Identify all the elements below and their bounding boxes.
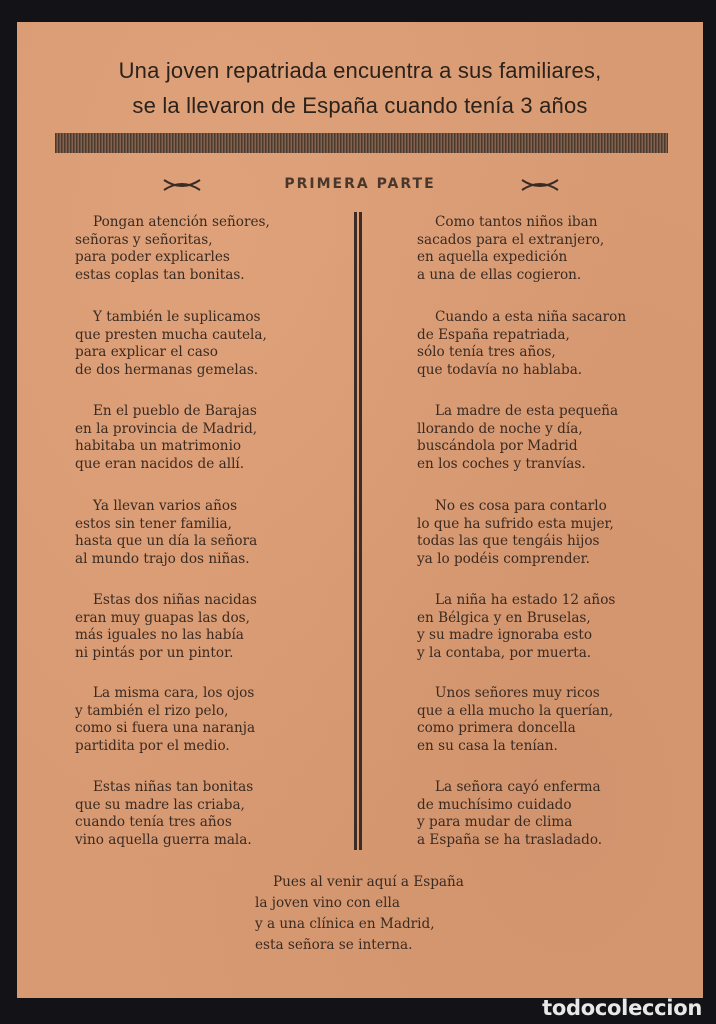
verse-line: ya lo podéis comprender.	[417, 550, 590, 567]
verse-line: Estas dos niñas nacidas	[93, 592, 257, 608]
verse-line: todas las que tengáis hijos	[417, 533, 600, 550]
title-line-2: se la llevaron de España cuando tenía 3 años	[132, 93, 588, 118]
verse-line: como si fuera una naranja	[75, 720, 256, 737]
stanza	[417, 685, 613, 755]
verse-line: esta señora se interna.	[255, 937, 413, 953]
verse-line: La señora cayó enferma	[435, 779, 601, 795]
verse-line: La niña ha estado 12 años	[435, 592, 616, 608]
verse-line: sólo tenía tres años,	[417, 344, 556, 361]
stanza	[417, 214, 604, 284]
verse-line: en aquella expedición	[417, 249, 568, 266]
verse-line: La madre de esta pequeña	[435, 403, 619, 419]
fish-ornament-icon	[520, 178, 560, 192]
verse-line: para explicar el caso	[75, 344, 218, 361]
verse-line: Estas niñas tan bonitas	[93, 779, 254, 795]
title-line-1: Una joven repatriada encuentra a sus familiares,	[118, 58, 602, 83]
verse-line: la joven vino con ella	[255, 895, 400, 911]
verse-line: ni pintás por un pintor.	[75, 644, 234, 661]
verse-line: Cuando a esta niña sacaron	[435, 309, 627, 325]
verse-line: y la contaba, por muerta.	[417, 644, 592, 661]
verse-line: No es cosa para contarlo	[435, 498, 607, 514]
verse-line: Pongan atención señores,	[93, 214, 270, 230]
verse-line: La misma cara, los ojos	[93, 685, 255, 701]
stanza	[75, 685, 255, 755]
verse-line: estas coplas tan bonitas.	[75, 266, 245, 283]
stanza	[417, 498, 614, 568]
column-divider	[354, 212, 362, 850]
verse-line: Pues al venir aquí a España	[273, 874, 464, 890]
verse-line: de muchísimo cuidado	[417, 796, 572, 813]
stanza	[75, 779, 253, 849]
verse-line: y también el rizo pelo,	[75, 702, 229, 719]
verse-line: que su madre las criaba,	[75, 796, 245, 813]
verse-line: al mundo trajo dos niñas.	[75, 550, 250, 567]
verse-line: hasta que un día la señora	[75, 533, 258, 550]
verse-line: y para mudar de clima	[417, 814, 573, 831]
verse-line: Como tantos niños iban	[435, 214, 598, 230]
song-sheet	[17, 22, 703, 998]
stanza	[75, 403, 257, 473]
stanza	[75, 214, 270, 284]
verse-line: En el pueblo de Barajas	[93, 403, 257, 419]
verse-line: y a una clínica en Madrid,	[255, 916, 435, 932]
stanza	[417, 779, 602, 849]
stanza	[75, 309, 267, 379]
verse-line: Y también le suplicamos	[93, 309, 261, 325]
verse-line: Ya llevan varios años	[93, 498, 238, 514]
verse-line: para poder explicarles	[75, 249, 230, 266]
watermark-logo: todocoleccion	[542, 996, 702, 1020]
verse-line: señoras y señoritas,	[75, 231, 213, 248]
stanza	[75, 498, 257, 568]
verse-line: lo que ha sufrido esta mujer,	[417, 515, 614, 532]
final-stanza	[255, 872, 464, 956]
verse-line: cuando tenía tres años	[75, 814, 232, 831]
verse-line: que presten mucha cautela,	[75, 326, 267, 343]
decorative-rule	[55, 133, 668, 153]
verse-line: habitaba un matrimonio	[75, 438, 242, 455]
stanza	[417, 403, 618, 473]
verse-line: más iguales no las había	[75, 627, 244, 644]
verse-line: partidita por el medio.	[75, 737, 230, 754]
verse-line: de dos hermanas gemelas.	[75, 361, 259, 378]
verse-line: sacados para el extranjero,	[417, 231, 605, 248]
verse-line: en su casa la tenían.	[417, 737, 558, 754]
verse-line: en la provincia de Madrid,	[75, 420, 258, 437]
section-heading: PRIMERA PARTE	[284, 176, 436, 192]
verse-line: que eran nacidos de allí.	[75, 455, 245, 472]
verse-line: vino aquella guerra mala.	[75, 831, 252, 848]
verse-line: en Bélgica y en Bruselas,	[417, 609, 591, 626]
stanza	[417, 309, 626, 379]
stanza	[75, 592, 257, 662]
verse-line: Unos señores muy ricos	[435, 685, 600, 701]
verse-line: estos sin tener familia,	[75, 515, 232, 532]
verse-line: buscándola por Madrid	[417, 438, 578, 455]
verse-line: que a ella mucho la querían,	[417, 702, 614, 719]
verse-line: que todavía no hablaba.	[417, 361, 583, 378]
verse-line: en los coches y tranvías.	[417, 455, 586, 472]
verse-line: eran muy guapas las dos,	[75, 609, 250, 626]
verse-line: y su madre ignoraba esto	[417, 627, 592, 644]
verse-line: de España repatriada,	[417, 326, 570, 343]
verse-line: como primera doncella	[417, 720, 576, 737]
stanza	[417, 592, 615, 662]
verse-line: a una de ellas cogieron.	[417, 266, 582, 283]
verse-line: llorando de noche y día,	[417, 420, 583, 437]
verse-line: a España se ha trasladado.	[417, 831, 603, 848]
